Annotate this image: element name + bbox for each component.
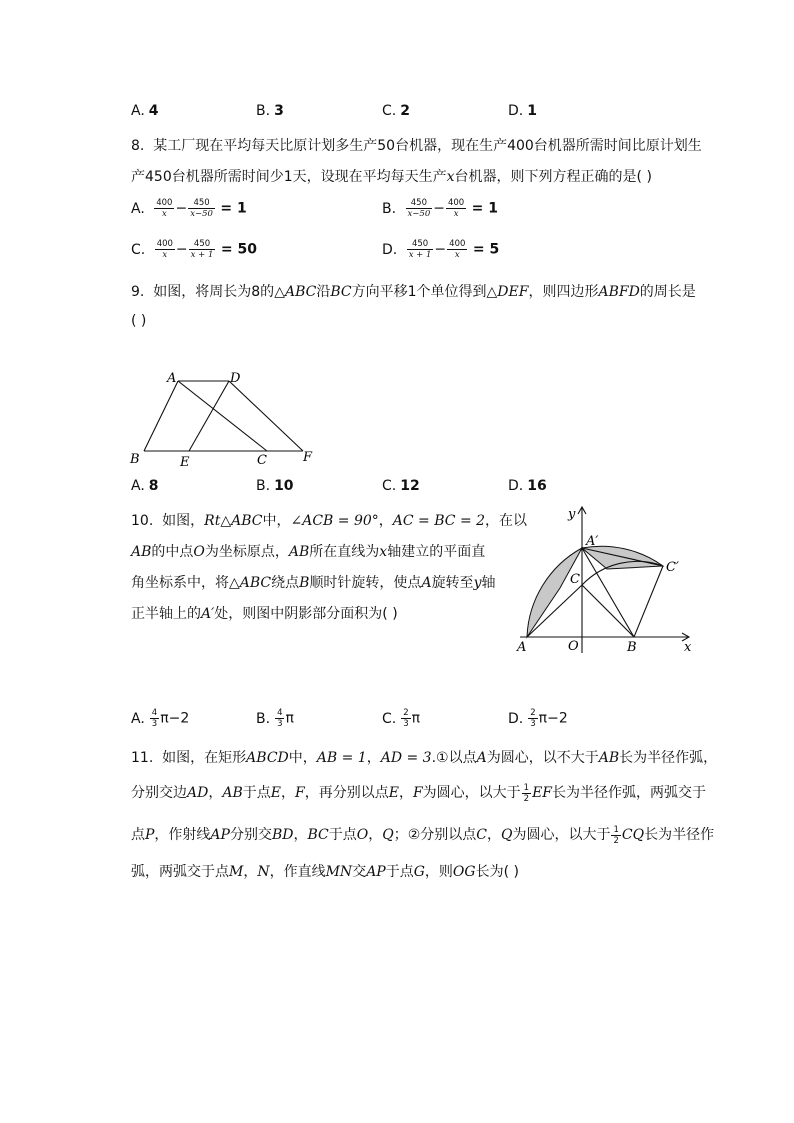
q9-label-e: E: [180, 455, 190, 470]
q10-label-b: B: [627, 640, 637, 655]
q10-line-1: 10. 如图，Rt△ABC中，∠ACB = 90°，AC = BC = 2，在以: [131, 513, 528, 529]
q10-label-y: y: [568, 507, 576, 522]
q8-option-d[interactable]: D. $\frac{450}{x + 1}$ − $\frac{400}{x}$ = 5: [382, 239, 500, 260]
q10-option-a[interactable]: A. $\frac{4}{3}$ π−2: [131, 708, 190, 729]
q10-label-c: C: [570, 572, 580, 587]
q9-label-b: B: [130, 452, 140, 467]
q8-option-c[interactable]: C. $\frac{400}{x}$ − $\frac{450}{x + 1}$ = 50: [131, 239, 257, 260]
q10-label-c-prime: C′: [666, 560, 679, 575]
q9-option-c[interactable]: C. 12: [382, 478, 420, 494]
q10-label-a: A: [517, 640, 527, 655]
q11-line-3: 点P，作射线AP分别交BD，BC于点O，Q；②分别以点C，Q为圆心，以大于 $\frac{1}{2}$ CQ长为半径作: [131, 824, 715, 846]
q9-line-2: ( ): [131, 313, 147, 329]
q9-label-d: D: [230, 371, 241, 386]
q7-option-d[interactable]: D. 1: [508, 103, 537, 119]
q10-option-c[interactable]: C. $\frac{2}{3}$ π: [382, 708, 421, 729]
q10-segment-c1b: [634, 566, 663, 637]
q10-shaded-right: [582, 546, 663, 569]
q8-line-2: 产450台机器所需时间少1天，设现在平均每天生产x台机器，则下列方程正确的是( ): [131, 169, 652, 185]
q7-option-b[interactable]: B. 3: [256, 103, 284, 119]
q10-label-o: O: [568, 639, 579, 654]
q9-option-b[interactable]: B. 10: [256, 478, 294, 494]
q9-segment-df: [229, 381, 303, 451]
q9-label-f: F: [303, 450, 313, 465]
q9-option-d[interactable]: D. 16: [508, 478, 547, 494]
q11-line-1: 11. 如图，在矩形ABCD中，AB = 1，AD = 3.①以点A为圆心，以不大于AB长为半径作弧，: [131, 750, 718, 766]
q10-figure: [498, 503, 703, 658]
q10-line-4: 正半轴上的A′处，则图中阴影部分面积为( ): [131, 606, 398, 622]
q11-line-2: 分别交边AD，AB于点E，F，再分别以点E，F为圆心，以大于 $\frac{1}{2}$ EF长为半径作弧，两弧交于: [131, 782, 707, 804]
q10-line-3: 角坐标系中，将△ABC绕点B顺时针旋转，使点A旋转至y轴: [131, 575, 496, 591]
q11-line-4: 弧，两弧交于点M，N，作直线MN交AP于点G，则OG长为( ): [131, 864, 519, 880]
q10-option-d[interactable]: D. $\frac{2}{3}$ π−2: [508, 708, 568, 729]
q10-line-2: AB的中点O为坐标原点，AB所在直线为x轴建立的平面直: [131, 544, 486, 560]
q10-label-a-prime: A′: [586, 534, 599, 549]
q10-label-x: x: [684, 640, 692, 655]
q9-label-c: C: [257, 453, 267, 468]
q7-option-c[interactable]: C. 2: [382, 103, 410, 119]
q9-label-a: A: [167, 371, 177, 386]
q8-line-1: 8. 某工厂现在平均每天比原计划多生产50台机器，现在生产400台机器所需时间比原计划生: [131, 138, 702, 154]
q9-option-a[interactable]: A. 8: [131, 478, 159, 494]
q8-option-a[interactable]: A. $\frac{400}{x}$ − $\frac{450}{x-50}$ = 1: [131, 198, 247, 219]
q9-line-1: 9. 如图，将周长为8的△ABC沿BC方向平移1个单位得到△DEF，则四边形ABFD的周长是: [131, 284, 696, 300]
q9-figure: [125, 365, 325, 470]
q7-option-a[interactable]: A. 4: [131, 103, 159, 119]
q9-segment-ab: [144, 381, 178, 451]
q10-option-b[interactable]: B. $\frac{4}{3}$ π: [256, 708, 294, 729]
q8-option-b[interactable]: B. $\frac{450}{x-50}$ − $\frac{400}{x}$ = 1: [382, 198, 499, 219]
